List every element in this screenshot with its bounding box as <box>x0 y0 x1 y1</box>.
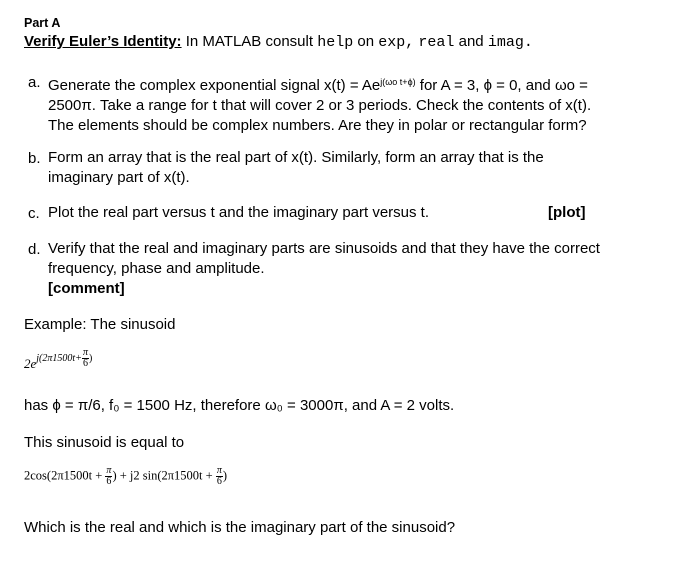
example-formula <box>24 348 92 372</box>
item-c-plot-tag: [plot] <box>548 204 586 221</box>
item-d-line1: Verify that the real and imaginary parts are sinusoids and that they have the correct <box>48 240 600 257</box>
fraction-denominator: 6 <box>82 358 88 369</box>
item-c-label: c. <box>28 205 40 222</box>
item-b-line2: imaginary part of x(t). <box>48 169 190 186</box>
formula-exponent <box>36 347 93 369</box>
equation-part2: ) + j2 sin(2π1500t + <box>112 468 216 483</box>
formula-fraction <box>82 348 89 369</box>
formula-close: ) <box>88 352 93 364</box>
example-equation <box>24 466 227 487</box>
item-b-text <box>48 148 544 188</box>
and-text: and <box>458 33 484 50</box>
fraction-numerator: π <box>82 347 88 358</box>
equation-fraction-2-num: π <box>216 465 222 476</box>
item-d-label: d. <box>28 241 41 258</box>
formula-base: 2e <box>24 355 37 371</box>
exp-command: exp, <box>378 34 415 51</box>
equation-fraction-1-den: 6 <box>106 476 112 487</box>
on-text: on <box>357 33 375 50</box>
item-a-line3: The elements should be complex numbers. Are they in polar or rectangular form? <box>48 117 587 134</box>
example-has-line: has ϕ = π/6, f₀ = 1500 Hz, therefore ω₀ = 3000π, and A = 2 volts. <box>24 397 455 414</box>
formula-exp-pre: j(2π1500t+ <box>36 352 82 364</box>
equation-part1: 2cos(2π1500t + <box>24 468 106 483</box>
consult-text: In MATLAB consult <box>185 33 314 50</box>
item-a-label: a. <box>28 74 41 91</box>
equation-fraction-1-num: π <box>106 465 112 476</box>
item-a-line1-post: for A = 3, ϕ = 0, and ωo = <box>415 77 588 94</box>
equation-fraction-2 <box>216 466 223 487</box>
item-a-line2: 2500π. Take a range for t that will cover 2 or 3 periods. Check the contents of x(t). <box>48 97 592 114</box>
example-intro: Example: The sinusoid <box>24 316 176 333</box>
item-a-exponent: j(ωo t+ϕ) <box>380 77 416 87</box>
equation-part3: ) <box>222 468 228 483</box>
item-d-line2: frequency, phase and amplitude. <box>48 260 265 277</box>
example-equal-line: This sinusoid is equal to <box>24 434 185 451</box>
item-c-line1: Plot the real part versus t and the imaginary part versus t. <box>48 204 430 221</box>
item-b-label: b. <box>28 150 41 167</box>
real-command: real <box>418 34 455 51</box>
equation-fraction-2-den: 6 <box>216 476 222 487</box>
imag-command: imag. <box>487 34 533 51</box>
item-d-comment-tag: [comment] <box>48 280 125 297</box>
item-a-text <box>48 72 591 136</box>
example-question: Which is the real and which is the imaginary part of the sinusoid? <box>24 519 456 536</box>
item-d-text <box>48 239 600 299</box>
part-title: Part A <box>24 16 61 30</box>
item-a-line1 <box>48 72 591 96</box>
help-command: help <box>317 34 354 51</box>
header-line <box>24 33 533 51</box>
item-b-line1: Form an array that is the real part of x(t). Similarly, form an array that is the <box>48 149 544 166</box>
verify-title: Verify Euler’s Identity: <box>24 33 182 50</box>
item-a-line1-pre: Generate the complex exponential signal x(t) = Ae <box>48 77 381 94</box>
